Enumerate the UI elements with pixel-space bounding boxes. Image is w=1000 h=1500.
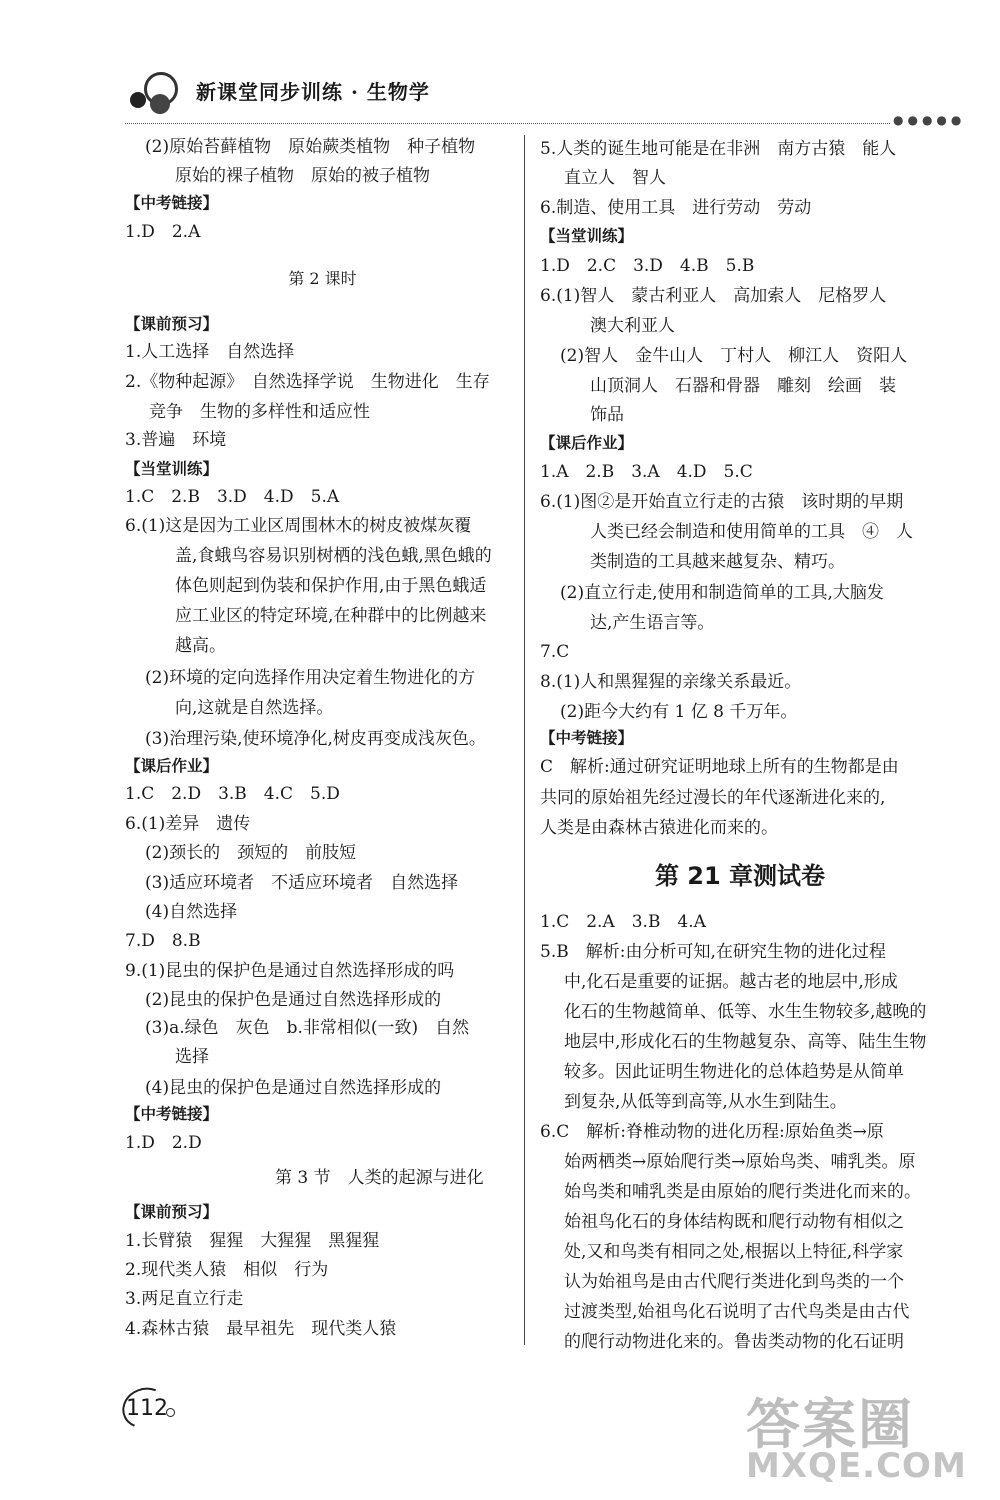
text-line: 1.C 2.D 3.B 4.C 5.D bbox=[125, 784, 340, 804]
section-heading: 【中考链接】 bbox=[125, 1105, 219, 1123]
text-line: (3)适应环境者 不适应环境者 自然选择 bbox=[145, 873, 459, 893]
text-line: 6.(1)图②是开始直立行走的古猿 该时期的早期 bbox=[540, 492, 904, 512]
text-line: 地层中,形成化石的生物越复杂、高等、陆生生物 bbox=[564, 1032, 927, 1052]
text-line: 竞争 生物的多样性和适应性 bbox=[149, 402, 370, 422]
text-line: 1.C 2.B 3.D 4.D 5.A bbox=[125, 487, 340, 507]
text-line: 6.(1)智人 蒙古利亚人 高加索人 尼格罗人 bbox=[540, 286, 887, 306]
text-line: 的爬行动物进化来的。鲁齿类动物的化石证明 bbox=[564, 1332, 904, 1352]
section-heading: 【当堂训练】 bbox=[540, 227, 634, 245]
text-line: 3.普遍 环境 bbox=[125, 430, 227, 450]
text-line: 5.人类的诞生地可能是在非洲 南方古猿 能人 bbox=[540, 139, 897, 159]
text-line: 饰品 bbox=[590, 405, 624, 425]
text-line: 澳大利亚人 bbox=[590, 316, 675, 336]
text-line: 盖,食蛾鸟容易识别树栖的浅色蛾,黑色蛾的 bbox=[175, 546, 492, 566]
text-line: 第 3 节 人类的起源与进化 bbox=[275, 1168, 484, 1188]
text-line: (3)a.绿色 灰色 b.非常相似(一致) 自然 bbox=[145, 1018, 470, 1038]
text-line: 到复杂,从低等到高等,从水生到陆生。 bbox=[564, 1092, 847, 1112]
text-line: (4)自然选择 bbox=[145, 902, 238, 922]
text-line: 体色则起到伪装和保护作用,由于黑色蛾适 bbox=[175, 576, 487, 596]
text-line: 1.A 2.B 3.A 4.D 5.C bbox=[540, 462, 753, 482]
text-line: 化石的生物越简单、低等、水生生物较多,越晚的 bbox=[564, 1002, 927, 1022]
text-line: 2.《物种起源》 自然选择学说 生物进化 生存 bbox=[125, 372, 490, 392]
text-line: 3.两足直立行走 bbox=[125, 1289, 244, 1309]
text-line: 应工业区的特定环境,在种群中的比例越来 bbox=[175, 606, 487, 626]
text-line: 2.现代类人猿 相似 行为 bbox=[125, 1260, 329, 1280]
text-line: 5.B 解析:由分析可知,在研究生物的进化过程 bbox=[540, 942, 886, 962]
header-dots: ●●●●● bbox=[893, 113, 966, 127]
text-line: 1.D 2.D bbox=[125, 1133, 202, 1153]
text-line: 1.人工选择 自然选择 bbox=[125, 342, 295, 362]
section-heading: 【课后作业】 bbox=[540, 434, 634, 452]
text-line: 山顶洞人 石器和骨器 雕刻 绘画 装 bbox=[590, 376, 896, 396]
section-heading: 【中考链接】 bbox=[125, 194, 219, 212]
text-line: 较多。因此证明生物进化的总体趋势是从简单 bbox=[564, 1062, 904, 1082]
text-line: 8.(1)人和黑猩猩的亲缘关系最近。 bbox=[540, 672, 802, 692]
text-line: (2)直立行走,使用和制造简单的工具,大脑发 bbox=[560, 583, 884, 603]
text-line: 认为始祖鸟是由古代爬行类进化到鸟类的一个 bbox=[564, 1272, 904, 1292]
text-line: 9.(1)昆虫的保护色是通过自然选择形成的吗 bbox=[125, 961, 455, 981]
text-line: 7.D 8.B bbox=[125, 931, 201, 951]
text-line: 始祖鸟化石的身体结构既和爬行动物有相似之 bbox=[564, 1212, 904, 1232]
text-line: 选择 bbox=[175, 1047, 209, 1067]
text-line: 过渡类型,始祖鸟化石说明了古代鸟类是由古代 bbox=[564, 1302, 910, 1322]
section-heading: 【课前预习】 bbox=[125, 1203, 219, 1221]
text-line: (3)治理污染,使环境净化,树皮再变成浅灰色。 bbox=[145, 729, 486, 749]
text-line: 始两栖类→原始爬行类→原始鸟类、哺乳类。原 bbox=[564, 1152, 916, 1172]
text-line: 1.D 2.A bbox=[125, 222, 201, 242]
section-heading: 【中考链接】 bbox=[540, 729, 634, 747]
text-line: 6.制造、使用工具 进行劳动 劳动 bbox=[540, 198, 812, 218]
text-line: 7.C bbox=[540, 642, 570, 662]
text-line: (2)智人 金牛山人 丁村人 柳江人 资阳人 bbox=[560, 346, 908, 366]
page-number-text: 112 bbox=[126, 1396, 168, 1421]
page-number bbox=[122, 1388, 172, 1428]
text-line: 越高。 bbox=[175, 636, 226, 656]
text-line: 6.C 解析:脊椎动物的进化历程:原始鱼类→原 bbox=[540, 1122, 884, 1142]
text-line: 达,产生语言等。 bbox=[590, 613, 715, 633]
text-line: 1.C 2.A 3.B 4.A bbox=[540, 912, 706, 932]
watermark-logo bbox=[726, 1382, 986, 1492]
page-header bbox=[0, 0, 1000, 130]
text-line: (2)距今大约有 1 亿 8 千万年。 bbox=[560, 702, 798, 722]
text-line: 共同的原始祖先经过漫长的年代逐渐进化来的, bbox=[540, 788, 886, 808]
lesson-title: 第 2 课时 bbox=[288, 269, 357, 288]
text-line: 原始的裸子植物 原始的被子植物 bbox=[175, 166, 430, 186]
text-line: (4)昆虫的保护色是通过自然选择形成的 bbox=[145, 1078, 442, 1098]
text-line: (2)环境的定向选择作用决定着生物进化的方 bbox=[145, 668, 476, 688]
text-line: 4.森林古猿 最早祖先 现代类人猿 bbox=[125, 1319, 397, 1339]
text-line: 人类已经会制造和使用简单的工具 ④ 人 bbox=[590, 522, 913, 542]
watermark-url: MXQE.COM bbox=[746, 1446, 967, 1486]
text-line: 1.长臂猿 猩猩 大猩猩 黑猩猩 bbox=[125, 1231, 380, 1251]
chapter-title: 第 21 章测试卷 bbox=[654, 862, 826, 890]
section-heading: 【课后作业】 bbox=[125, 757, 219, 775]
text-line: 人类是由森林古猿进化而来的。 bbox=[540, 818, 778, 838]
text-line: 中,化石是重要的证据。越古老的地层中,形成 bbox=[564, 972, 898, 992]
text-line: 类制造的工具越来越复杂、精巧。 bbox=[590, 552, 845, 572]
header-rule bbox=[125, 123, 890, 124]
text-line: 1.D 2.C 3.D 4.B 5.B bbox=[540, 256, 755, 276]
text-line: 6.(1)这是因为工业区周围林木的树皮被煤灰覆 bbox=[125, 516, 472, 536]
text-line: 6.(1)差异 遗传 bbox=[125, 814, 251, 834]
section-heading: 【课前预习】 bbox=[125, 315, 219, 333]
column-divider bbox=[524, 135, 525, 1345]
header-title: 新课堂同步训练 · 生物学 bbox=[196, 80, 430, 104]
text-line: 向,这就是自然选择。 bbox=[175, 698, 334, 718]
watermark-text: 答案圈 bbox=[746, 1393, 914, 1456]
text-line: 始鸟类和哺乳类是由原始的爬行类进化而来的。 bbox=[564, 1182, 921, 1202]
section-heading: 【当堂训练】 bbox=[125, 460, 219, 478]
text-line: (2)昆虫的保护色是通过自然选择形成的 bbox=[145, 990, 442, 1010]
text-line: 处,又和鸟类有相同之处,根据以上特征,科学家 bbox=[564, 1242, 904, 1262]
text-line: 直立人 智人 bbox=[564, 168, 666, 188]
text-line: C 解析:通过研究证明地球上所有的生物都是由 bbox=[540, 757, 899, 777]
text-line: (2)原始苔藓植物 原始蕨类植物 种子植物 bbox=[145, 137, 476, 157]
text-line: (2)颈长的 颈短的 前肢短 bbox=[145, 843, 357, 863]
book-logo-icon bbox=[130, 70, 182, 116]
